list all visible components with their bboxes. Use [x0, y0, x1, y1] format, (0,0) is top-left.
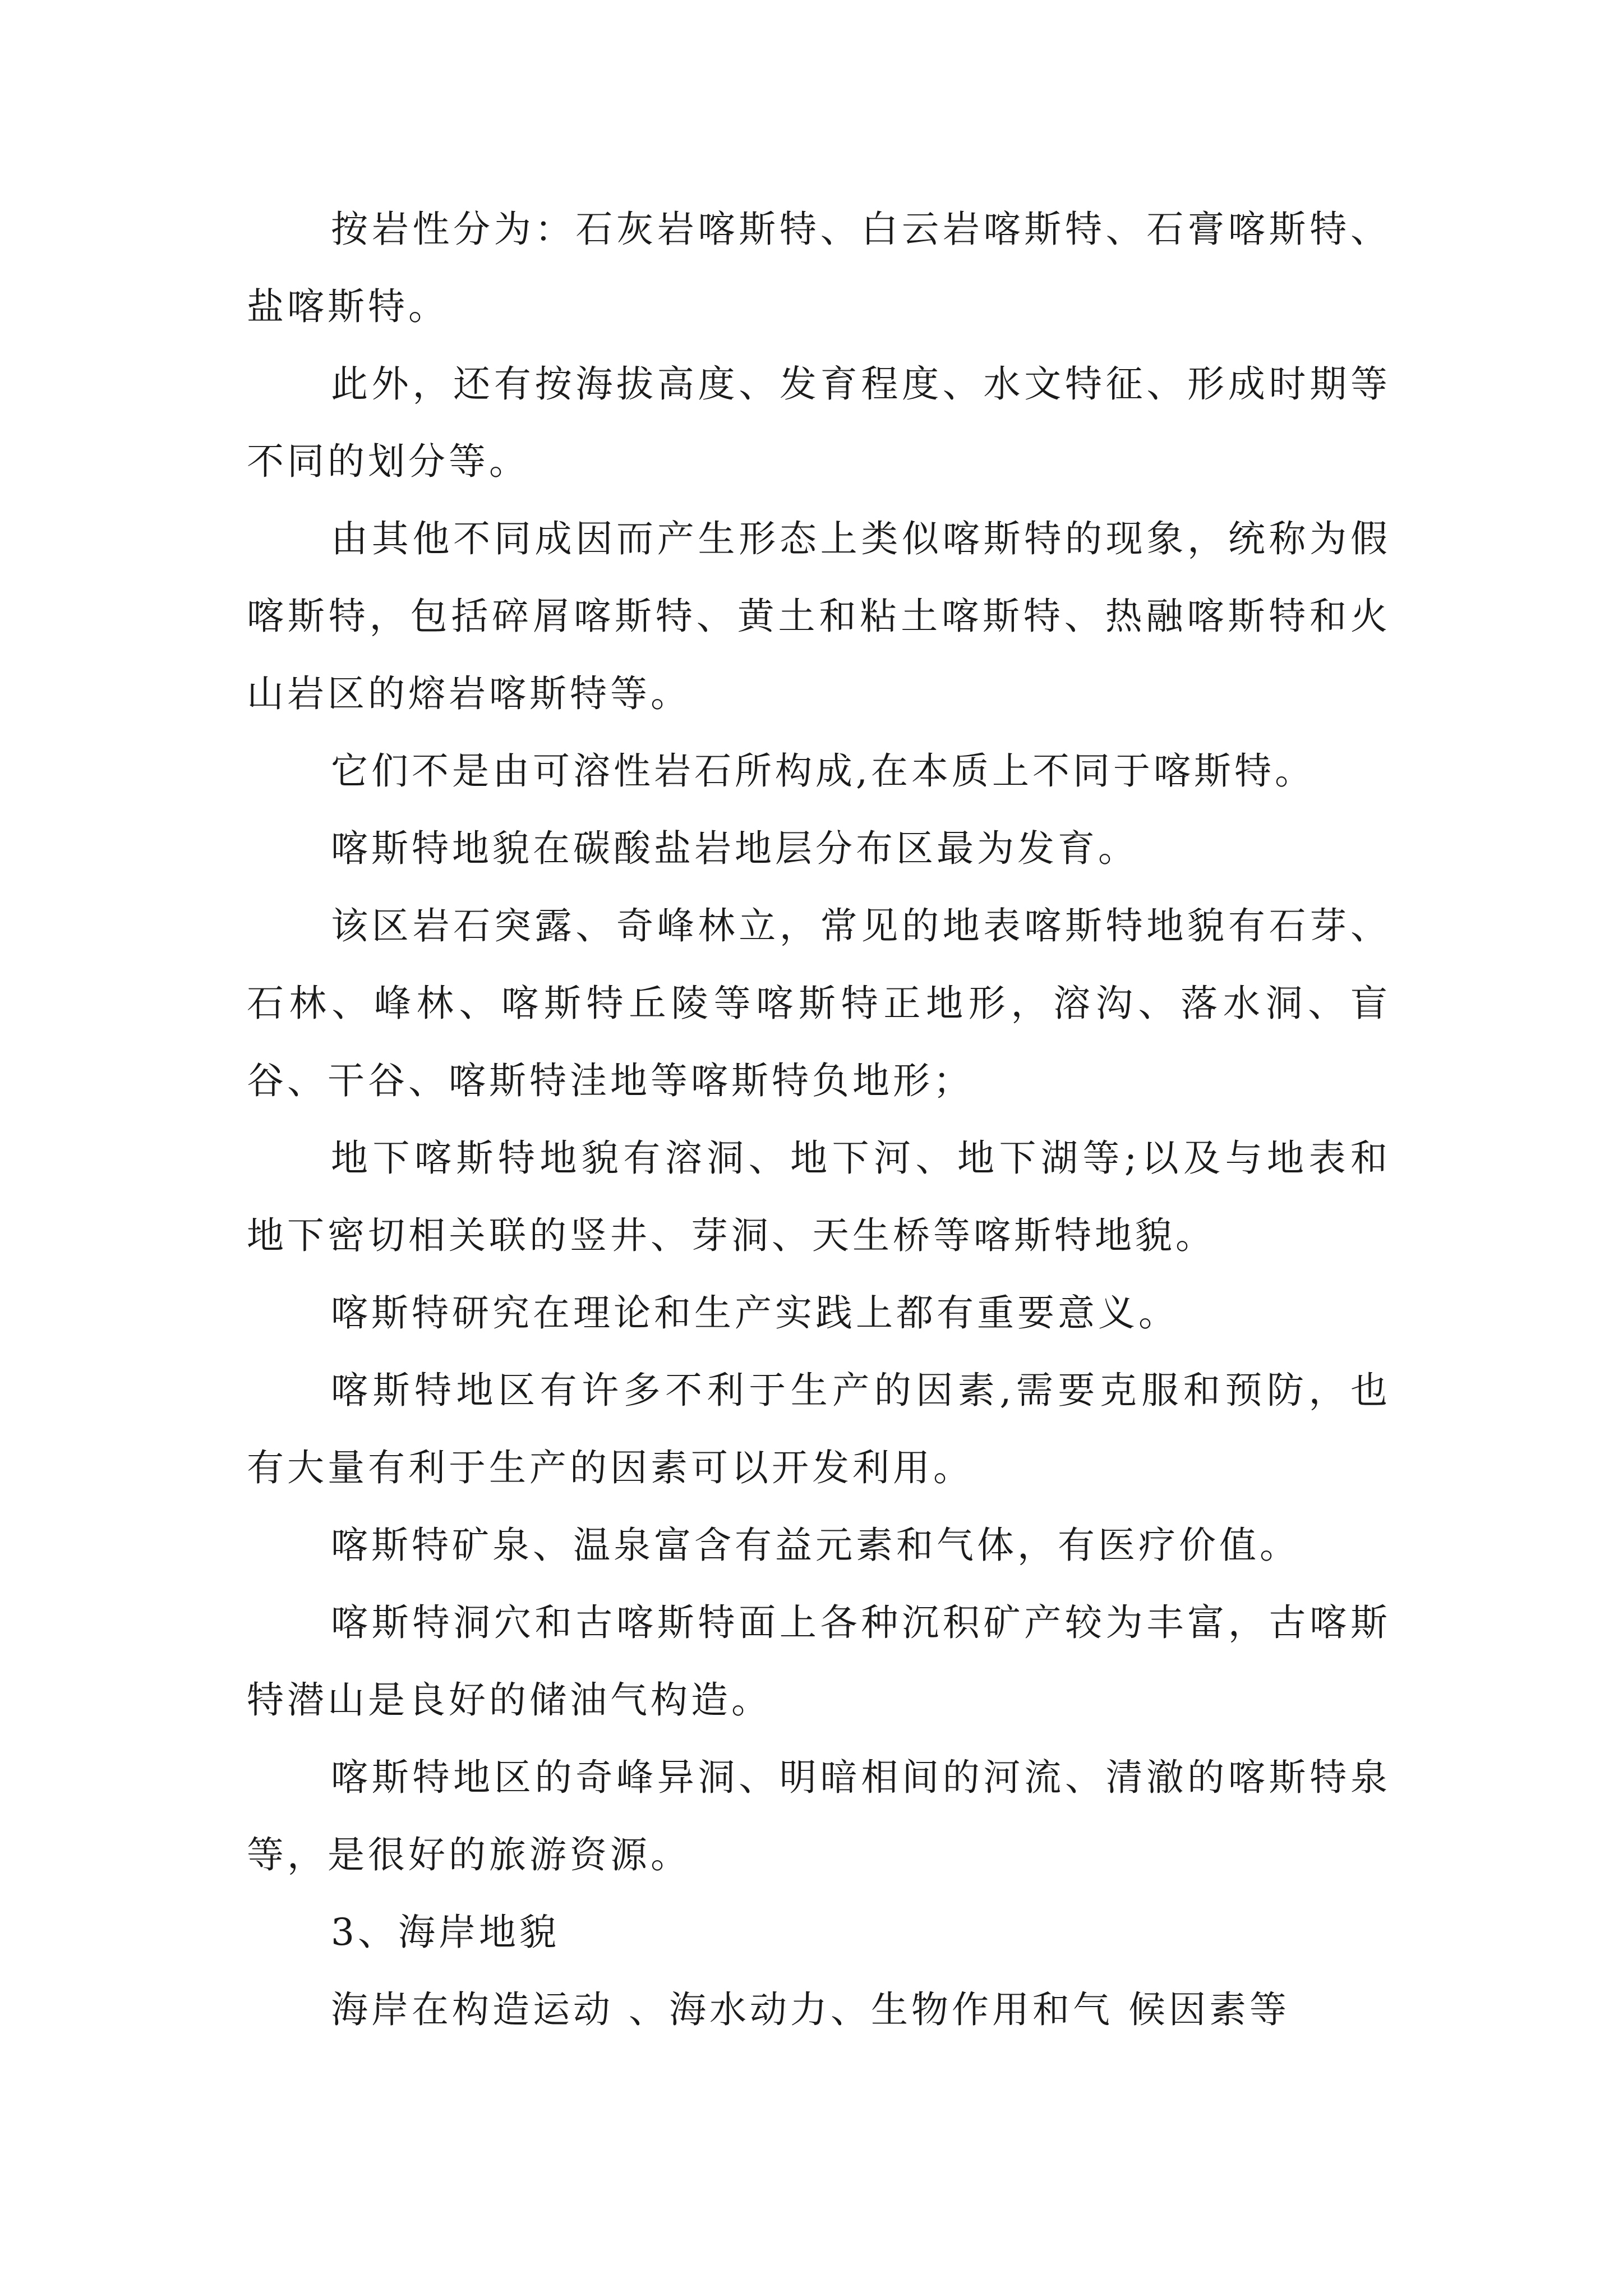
paragraph-other-classifications: 此外，还有按海拔高度、发育程度、水文特征、形成时期等不同的划分等。	[247, 362, 1391, 483]
paragraph-not-soluble-rock: 它们不是由可溶性岩石所构成,在本质上不同于喀斯特。	[331, 749, 1315, 793]
paragraph-coastal-intro: 海岸在构造运动 、海水动力、生物作用和气 候因素等	[331, 1988, 1290, 2031]
paragraph-production-factors: 喀斯特地区有许多不利于生产的因素,需要克服和预防，也有大量有利于生产的因素可以开发利用。	[247, 1369, 1391, 1489]
paragraph-research-significance: 喀斯特研究在理论和生产实践上都有重要意义。	[331, 1291, 1179, 1335]
paragraph-mineral-deposits: 喀斯特洞穴和古喀斯特面上各种沉积矿产较为丰富，古喀斯特潜山是良好的储油气构造。	[247, 1601, 1391, 1722]
section-heading-coastal-landforms: 3、海岸地貌	[331, 1911, 560, 1954]
document-body	[247, 191, 1391, 2049]
paragraph-lithology: 按岩性分为：石灰岩喀斯特、白云岩喀斯特、石膏喀斯特、盐喀斯特。	[247, 208, 1391, 328]
paragraph-surface-landforms: 该区岩石突露、奇峰林立，常见的地表喀斯特地貌有石芽、石林、峰林、喀斯特丘陵等喀斯特正地形，溶沟、落水洞、盲谷、干谷、喀斯特洼地等喀斯特负地形；	[247, 904, 1391, 1102]
paragraph-tourism-resources: 喀斯特地区的奇峰异洞、明暗相间的河流、清澈的喀斯特泉等，是很好的旅游资源。	[247, 1756, 1391, 1876]
paragraph-mineral-springs: 喀斯特矿泉、温泉富含有益元素和气体，有医疗价值。	[331, 1524, 1300, 1567]
paragraph-pseudo-karst: 由其他不同成因而产生形态上类似喀斯特的现象，统称为假喀斯特，包括碎屑喀斯特、黄土和粘土喀斯特、热融喀斯特和火山岩区的熔岩喀斯特等。	[247, 517, 1391, 715]
paragraph-underground-landforms: 地下喀斯特地貌有溶洞、地下河、地下湖等;以及与地表和地下密切相关联的竖井、芽洞、天生桥等喀斯特地貌。	[247, 1137, 1391, 1257]
paragraph-carbonate-development: 喀斯特地貌在碳酸盐岩地层分布区最为发育。	[331, 827, 1138, 870]
